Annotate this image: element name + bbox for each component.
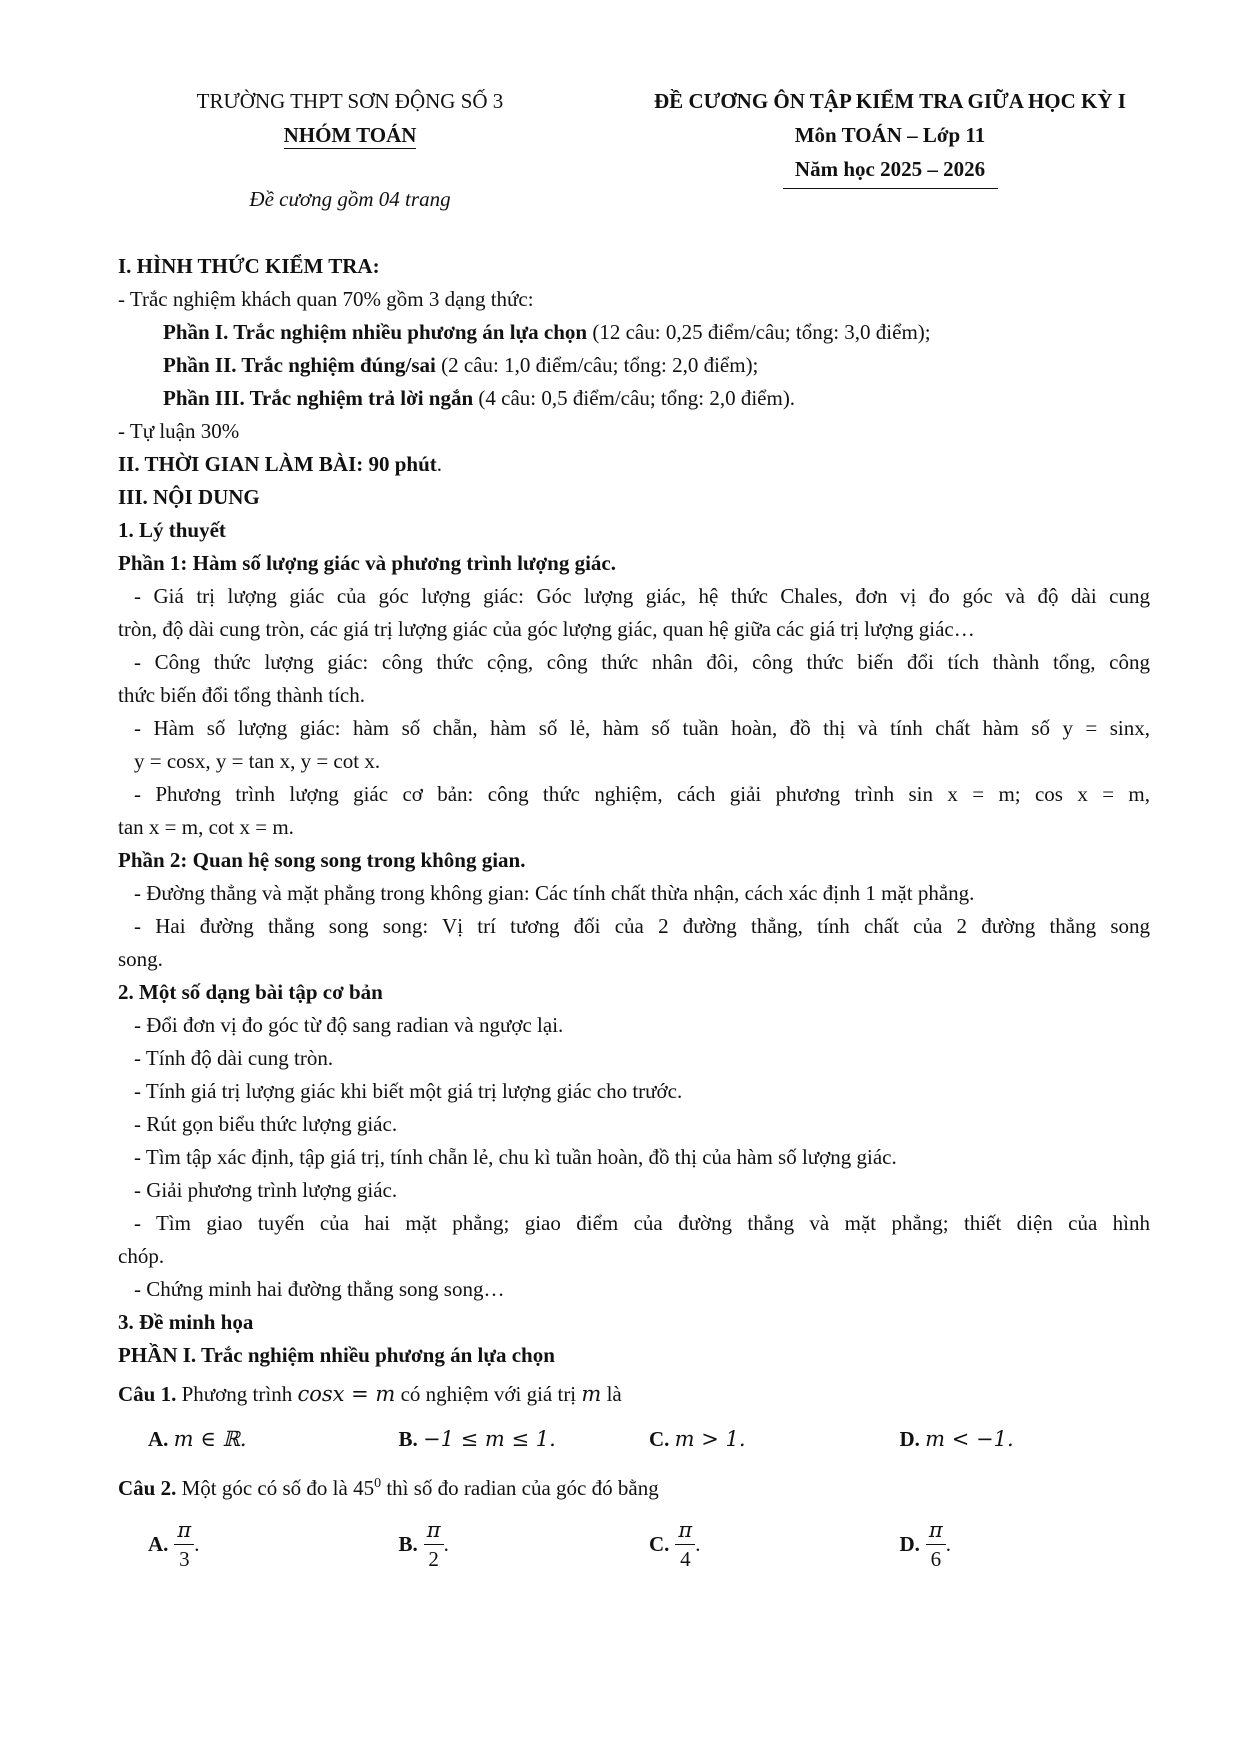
fraction-numerator: π (174, 1516, 194, 1545)
format-part-3-label: Phần III. Trắc nghiệm trả lời ngắn (163, 386, 474, 410)
theory-item-1-cont: tròn, độ dài cung tròn, các giá trị lượng giác của góc lượng giác, quan hệ giữa các giá trị lượng giác… (118, 617, 975, 641)
question-1-label: Câu 1. (118, 1382, 177, 1406)
option-value: m < −1. (925, 1426, 1014, 1451)
part-2-heading: Phần 2: Quan hệ song song trong không gian. (118, 848, 526, 872)
exercise-item-3: - Tính giá trị lượng giác khi biết một giá trị lượng giác cho trước. (134, 1079, 683, 1103)
theory-item-6: - Hai đường thẳng song song: Vị trí tương đối của 2 đường thẳng, tính chất của 2 đường thẳng song (134, 914, 1150, 938)
section-1-intro: - Trắc nghiệm khách quan 70% gồm 3 dạng thức: (118, 287, 534, 311)
theory-item-4-cont: tan x = m, cot x = m. (118, 815, 294, 839)
option-key: D. (899, 1531, 920, 1556)
exercises-heading: 2. Một số dạng bài tập cơ bản (118, 980, 383, 1004)
exercise-item-6: - Giải phương trình lượng giác. (134, 1178, 398, 1202)
format-part-1-label: Phần I. Trắc nghiệm nhiều phương án lựa chọn (163, 320, 588, 344)
option-key: A. (148, 1426, 169, 1451)
question-2-degree-sup: 0 (374, 1476, 382, 1491)
theory-heading: 1. Lý thuyết (118, 518, 226, 542)
exercise-item-7: - Tìm giao tuyến của hai mặt phẳng; giao điểm của đường thẳng và mặt phẳng; thiết diện của hình (134, 1211, 1150, 1235)
question-1 (118, 1378, 1150, 1411)
fraction (926, 1516, 946, 1573)
question-1-text-c: là (601, 1382, 622, 1406)
format-part-1 (118, 316, 1150, 349)
question-1-option-b (399, 1423, 650, 1456)
part-1-heading: Phần 1: Hàm số lượng giác và phương trình lượng giác. (118, 551, 617, 575)
title-underline (783, 188, 998, 189)
question-1-equation: cosx = m (297, 1382, 396, 1406)
sample-heading: 3. Đề minh họa (118, 1310, 254, 1334)
fraction (424, 1516, 444, 1573)
question-2-option-a: A. $\frac{\pi}{3}$ . (148, 1517, 200, 1571)
fraction-denominator: 3 (179, 1546, 190, 1571)
essay-share: - Tự luận 30% (118, 419, 240, 443)
option-value: −1 ≤ m ≤ 1. (423, 1426, 556, 1451)
theory-item-1: - Giá trị lượng giác của góc lượng giác: Góc lượng giác, hệ thức Chales, đơn vị đo góc và độ dài cung (134, 584, 1150, 608)
duration-period: . (436, 452, 443, 476)
theory-item-2-cont: thức biến đổi tổng thành tích. (118, 683, 366, 707)
fraction-numerator: π (926, 1516, 946, 1545)
fraction (675, 1516, 695, 1573)
fraction-numerator: π (675, 1516, 695, 1545)
question-1-option-d (900, 1423, 1151, 1456)
format-part-2-detail: (2 câu: 1,0 điểm/câu; tổng: 2,0 điểm); (435, 353, 759, 377)
school-year: Năm học 2025 – 2026 (794, 157, 986, 181)
question-1-option-a (148, 1423, 399, 1456)
section-1-title: I. HÌNH THỨC KIỂM TRA: (118, 254, 380, 278)
exercise-item-7-cont: chóp. (118, 1244, 165, 1268)
exercise-item-2: - Tính độ dài cung tròn. (134, 1046, 334, 1070)
option-key: A. (148, 1531, 169, 1556)
exercise-item-8: - Chứng minh hai đường thẳng song song… (134, 1277, 505, 1301)
question-2-degree: 45 (353, 1476, 375, 1500)
option-key: B. (398, 1426, 418, 1451)
fraction-denominator: 2 (428, 1546, 439, 1571)
document-body (118, 250, 1150, 1579)
fraction-numerator: π (424, 1516, 444, 1545)
option-value: m ∈ ℝ. (173, 1426, 247, 1451)
format-part-3-detail: (4 câu: 0,5 điểm/câu; tổng: 2,0 điểm). (473, 386, 796, 410)
question-2-label: Câu 2. (118, 1476, 177, 1500)
subject-line: Môn TOÁN – Lớp 11 (794, 123, 986, 147)
part-i-heading: PHẦN I. Trắc nghiệm nhiều phương án lựa chọn (118, 1343, 555, 1367)
question-2-option-c: C. $\frac{\pi}{4}$ . (649, 1517, 701, 1571)
fraction-denominator: 4 (680, 1546, 691, 1571)
option-key: D. (899, 1426, 920, 1451)
option-key: C. (649, 1426, 670, 1451)
question-1-text-a: Phương trình (176, 1382, 298, 1406)
theory-item-6-cont: song. (118, 947, 163, 971)
question-2-text-a: Một góc có số đo là (176, 1476, 354, 1500)
theory-item-3-cont: y = cosx, y = tan x, y = cot x. (134, 749, 381, 773)
option-key: B. (398, 1531, 418, 1556)
theory-item-3: - Hàm số lượng giác: hàm số chẵn, hàm số lẻ, hàm số tuần hoàn, đồ thị và tính chất hàm số y = sinx, (134, 716, 1150, 740)
theory-item-2: - Công thức lượng giác: công thức cộng, công thức nhân đôi, công thức biến đổi tích thành tổng, công (134, 650, 1150, 674)
duration-label: II. THỜI GIAN LÀM BÀI: 90 phút (118, 452, 437, 476)
question-2-option-d: D. $\frac{\pi}{6}$ . (899, 1517, 951, 1571)
option-key: C. (649, 1531, 670, 1556)
format-part-2-label: Phần II. Trắc nghiệm đúng/sai (163, 353, 436, 377)
question-1-text-b: có nghiệm với giá trị (395, 1382, 582, 1406)
question-2-options (118, 1509, 1150, 1579)
fraction-denominator: 6 (930, 1546, 942, 1571)
question-2 (118, 1467, 1150, 1505)
question-2-option-b: B. $\frac{\pi}{2}$ . (398, 1517, 449, 1571)
question-1-options (118, 1411, 1150, 1467)
section-2-title (118, 448, 1150, 481)
format-part-3 (118, 382, 1150, 415)
format-part-1-detail: (12 câu: 0,25 điểm/câu; tổng: 3,0 điểm); (587, 320, 931, 344)
exercise-item-4: - Rút gọn biểu thức lượng giác. (134, 1112, 398, 1136)
pages-note: Đề cương gồm 04 trang (249, 187, 451, 211)
header-right (590, 84, 1190, 189)
section-3-title: III. NỘI DUNG (118, 485, 260, 509)
exercise-item-1: - Đổi đơn vị đo góc từ độ sang radian và ngược lại. (134, 1013, 564, 1037)
question-2-text-b: thì số đo radian của góc đó bằng (381, 1476, 659, 1500)
group-name: NHÓM TOÁN (283, 123, 417, 147)
fraction (174, 1516, 194, 1573)
document-title: ĐỀ CƯƠNG ÔN TẬP KIỂM TRA GIỮA HỌC KỲ I (654, 89, 1126, 113)
question-1-variable: m (581, 1382, 602, 1406)
exercise-item-5: - Tìm tập xác định, tập giá trị, tính chẵn lẻ, chu kì tuần hoàn, đồ thị của hàm số lượng giác. (134, 1145, 897, 1169)
option-value: m > 1. (674, 1426, 746, 1451)
school-name: TRƯỜNG THPT SƠN ĐỘNG SỐ 3 (196, 89, 504, 113)
format-part-2 (118, 349, 1150, 382)
question-1-option-c (649, 1423, 900, 1456)
theory-item-5: - Đường thẳng và mặt phẳng trong không gian: Các tính chất thừa nhận, cách xác định 1 mặt phẳng. (134, 881, 975, 905)
theory-item-4: - Phương trình lượng giác cơ bản: công thức nghiệm, cách giải phương trình sin x = m; cos x = m, (134, 782, 1150, 806)
header-left (160, 84, 540, 216)
